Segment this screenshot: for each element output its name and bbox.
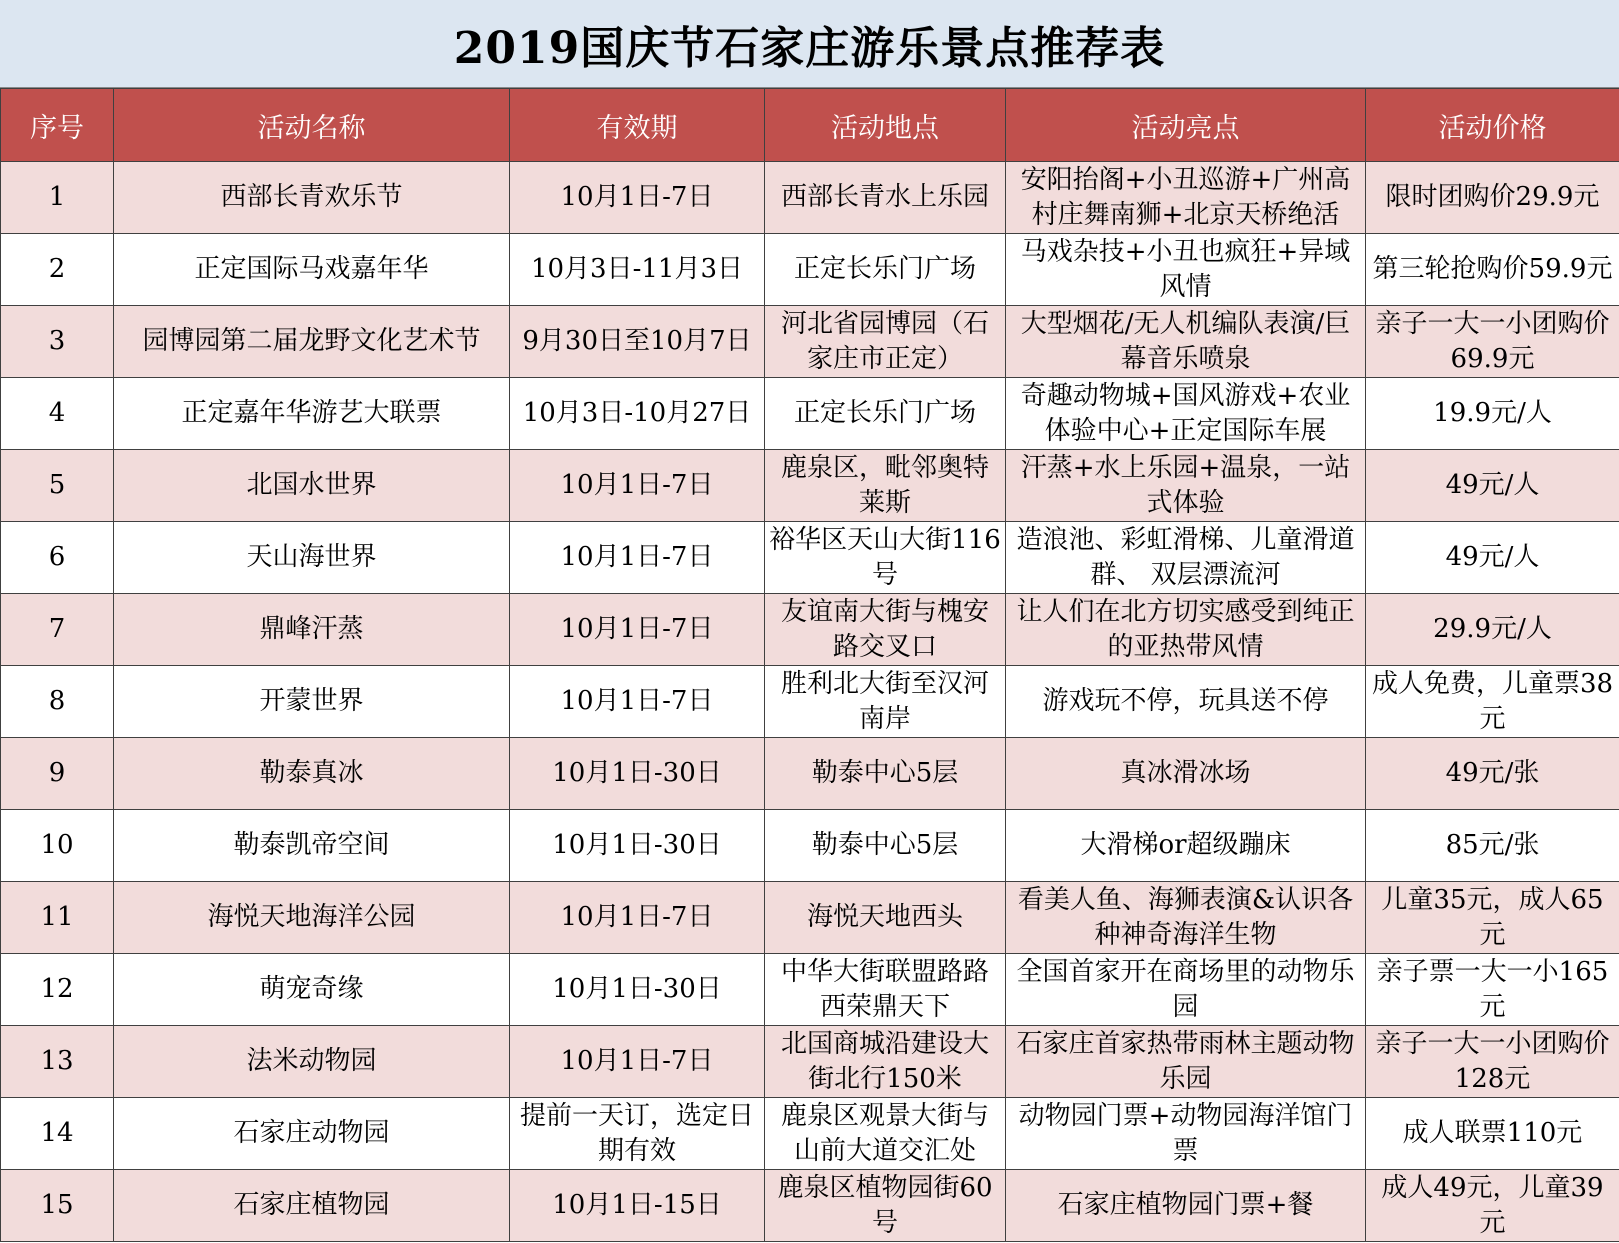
cell-validity: 10月1日-30日 [510,738,765,810]
cell-location: 勒泰中心5层 [765,810,1006,882]
page-title: 2019国庆节石家庄游乐景点推荐表 [453,22,1166,74]
cell-highlights: 全国首家开在商场里的动物乐园 [1006,954,1366,1026]
cell-price: 亲子票一大一小165元 [1366,954,1619,1026]
cell-price: 成人联票110元 [1366,1098,1619,1170]
cell-activity-name: 正定嘉年华游艺大联票 [114,378,510,450]
table-row [1,1026,1619,1098]
cell-index: 14 [1,1098,114,1170]
cell-activity-name: 石家庄植物园 [114,1170,510,1242]
cell-validity: 10月1日-7日 [510,522,765,594]
cell-highlights: 大滑梯or超级蹦床 [1006,810,1366,882]
cell-location: 西部长青水上乐园 [765,162,1006,234]
table-row [1,666,1619,738]
cell-validity: 10月3日-11月3日 [510,234,765,306]
cell-highlights: 真冰滑冰场 [1006,738,1366,810]
cell-price: 儿童35元，成人65元 [1366,882,1619,954]
cell-index: 1 [1,162,114,234]
table-row [1,738,1619,810]
cell-location: 北国商城沿建设大街北行150米 [765,1026,1006,1098]
cell-activity-name: 勒泰凯帝空间 [114,810,510,882]
cell-activity-name: 西部长青欢乐节 [114,162,510,234]
cell-highlights: 游戏玩不停，玩具送不停 [1006,666,1366,738]
cell-price: 成人49元，儿童39元 [1366,1170,1619,1242]
cell-index: 13 [1,1026,114,1098]
cell-activity-name: 萌宠奇缘 [114,954,510,1026]
cell-location: 正定长乐门广场 [765,234,1006,306]
cell-highlights: 大型烟花/无人机编队表演/巨幕音乐喷泉 [1006,306,1366,378]
title-bar [0,0,1619,88]
cell-activity-name: 法米动物园 [114,1026,510,1098]
cell-validity: 10月1日-15日 [510,1170,765,1242]
cell-highlights: 汗蒸+水上乐园+温泉，一站式体验 [1006,450,1366,522]
cell-highlights: 奇趣动物城+国风游戏+农业体验中心+正定国际车展 [1006,378,1366,450]
cell-location: 友谊南大街与槐安路交叉口 [765,594,1006,666]
cell-price: 限时团购价29.9元 [1366,162,1619,234]
cell-price: 成人免费，儿童票38元 [1366,666,1619,738]
table-row [1,810,1619,882]
cell-price: 第三轮抢购价59.9元 [1366,234,1619,306]
cell-activity-name: 北国水世界 [114,450,510,522]
cell-price: 亲子一大一小团购价69.9元 [1366,306,1619,378]
cell-activity-name: 石家庄动物园 [114,1098,510,1170]
cell-activity-name: 天山海世界 [114,522,510,594]
header-activity-name: 活动名称 [114,89,510,162]
table-row [1,162,1619,234]
table-row [1,1098,1619,1170]
cell-price: 亲子一大一小团购价128元 [1366,1026,1619,1098]
cell-validity: 10月1日-7日 [510,594,765,666]
cell-location: 勒泰中心5层 [765,738,1006,810]
cell-location: 正定长乐门广场 [765,378,1006,450]
cell-index: 8 [1,666,114,738]
table-row [1,882,1619,954]
cell-highlights: 石家庄植物园门票+餐 [1006,1170,1366,1242]
cell-location: 裕华区天山大街116号 [765,522,1006,594]
cell-index: 2 [1,234,114,306]
table-row [1,306,1619,378]
header-row [1,89,1619,162]
cell-validity: 10月1日-7日 [510,162,765,234]
cell-highlights: 动物园门票+动物园海洋馆门票 [1006,1098,1366,1170]
cell-price: 49元/人 [1366,450,1619,522]
cell-location: 鹿泉区观景大街与山前大道交汇处 [765,1098,1006,1170]
cell-index: 12 [1,954,114,1026]
cell-index: 9 [1,738,114,810]
table-row [1,954,1619,1026]
cell-location: 鹿泉区，毗邻奥特莱斯 [765,450,1006,522]
cell-validity: 10月1日-30日 [510,954,765,1026]
cell-index: 6 [1,522,114,594]
cell-activity-name: 鼎峰汗蒸 [114,594,510,666]
cell-highlights: 让人们在北方切实感受到纯正的亚热带风情 [1006,594,1366,666]
cell-highlights: 石家庄首家热带雨林主题动物乐园 [1006,1026,1366,1098]
cell-validity: 10月1日-7日 [510,882,765,954]
cell-index: 10 [1,810,114,882]
cell-index: 7 [1,594,114,666]
cell-index: 15 [1,1170,114,1242]
cell-validity: 10月1日-7日 [510,666,765,738]
cell-index: 5 [1,450,114,522]
cell-validity: 提前一天订，选定日期有效 [510,1098,765,1170]
cell-price: 85元/张 [1366,810,1619,882]
header-location: 活动地点 [765,89,1006,162]
cell-highlights: 安阳抬阁+小丑巡游+广州高村庄舞南狮+北京天桥绝活 [1006,162,1366,234]
cell-validity: 10月1日-7日 [510,1026,765,1098]
cell-location: 海悦天地西头 [765,882,1006,954]
header-index: 序号 [1,89,114,162]
cell-activity-name: 园博园第二届龙野文化艺术节 [114,306,510,378]
cell-location: 中华大街联盟路路西荣鼎天下 [765,954,1006,1026]
header-highlights: 活动亮点 [1006,89,1366,162]
cell-highlights: 看美人鱼、海狮表演&认识各种神奇海洋生物 [1006,882,1366,954]
cell-validity: 10月3日-10月27日 [510,378,765,450]
cell-location: 河北省园博园（石家庄市正定） [765,306,1006,378]
cell-highlights: 造浪池、彩虹滑梯、儿童滑道群、 双层漂流河 [1006,522,1366,594]
cell-highlights: 马戏杂技+小丑也疯狂+异域风情 [1006,234,1366,306]
table-row [1,234,1619,306]
cell-activity-name: 勒泰真冰 [114,738,510,810]
cell-activity-name: 正定国际马戏嘉年华 [114,234,510,306]
cell-validity: 9月30日至10月7日 [510,306,765,378]
cell-price: 19.9元/人 [1366,378,1619,450]
cell-price: 49元/张 [1366,738,1619,810]
table-row [1,522,1619,594]
cell-index: 3 [1,306,114,378]
cell-location: 胜利北大街至汉河南岸 [765,666,1006,738]
table-row [1,450,1619,522]
table-row [1,1170,1619,1242]
table-row [1,594,1619,666]
cell-validity: 10月1日-30日 [510,810,765,882]
cell-activity-name: 开蒙世界 [114,666,510,738]
cell-index: 4 [1,378,114,450]
cell-price: 49元/人 [1366,522,1619,594]
cell-activity-name: 海悦天地海洋公园 [114,882,510,954]
cell-location: 鹿泉区植物园街60号 [765,1170,1006,1242]
header-validity: 有效期 [510,89,765,162]
table-row [1,378,1619,450]
attractions-table [0,88,1619,1242]
cell-price: 29.9元/人 [1366,594,1619,666]
header-price: 活动价格 [1366,89,1619,162]
cell-validity: 10月1日-7日 [510,450,765,522]
cell-index: 11 [1,882,114,954]
